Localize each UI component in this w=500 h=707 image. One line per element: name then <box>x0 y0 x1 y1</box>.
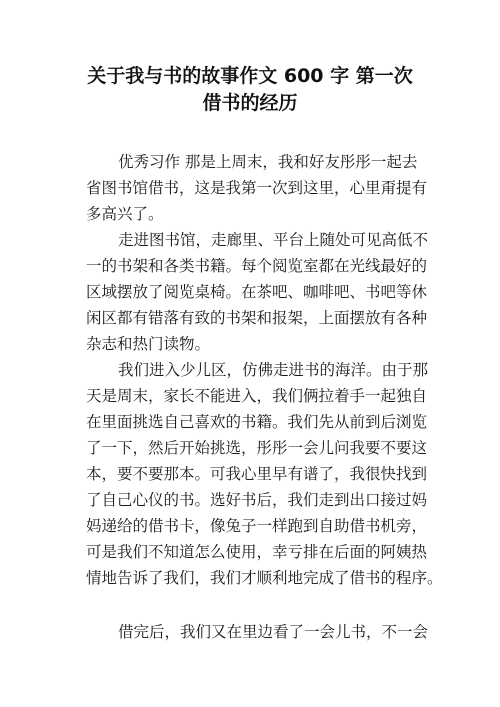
paragraph-1-line-2: 省图书馆借书，这是我第一次到这里，心里甭提有 <box>86 179 428 197</box>
paragraph-3-line-6: 了自己心仪的书。选好书后，我们走到出口接过妈 <box>86 491 428 509</box>
paragraph-1-line-3: 多高兴了。 <box>86 205 164 223</box>
paragraph-2-line-4: 闲区都有错落有致的书架和报架，上面摆放有各种 <box>86 309 428 327</box>
document-title-line-2: 借书的经历 <box>202 92 298 114</box>
paragraph-4-line-1: 借完后，我们又在里边看了一会儿书，不一会 <box>118 623 429 641</box>
paragraph-3-line-4: 了一下，然后开始挑选，彤彤一会儿问我要不要这 <box>86 439 428 457</box>
paragraph-3-line-7: 妈递给的借书卡，像兔子一样跑到自助借书机旁， <box>86 517 428 535</box>
paragraph-3-line-1: 我们进入少儿区，仿佛走进书的海洋。由于那 <box>118 361 429 379</box>
paragraph-3-line-5: 本，要不要那本。可我心里早有谱了，我很快找到 <box>86 465 428 483</box>
paragraph-3-line-9: 情地告诉了我们，我们才顺利地完成了借书的程序。 <box>86 569 443 587</box>
paragraph-2-line-5: 杂志和热门读物。 <box>86 335 211 353</box>
paragraph-3-line-2: 天是周末，家长不能进入，我们俩拉着手一起独自 <box>86 387 428 405</box>
paragraph-2-line-3: 区域摆放了阅览桌椅。在茶吧、咖啡吧、书吧等休 <box>86 283 428 301</box>
paragraph-1-line-1: 优秀习作 那是上周末，我和好友彤彤一起去 <box>118 153 418 171</box>
paragraph-2-line-1: 走进图书馆，走廊里、平台上随处可见高低不 <box>118 231 429 249</box>
paragraph-2-line-2: 一的书架和各类书籍。每个阅览室都在光线最好的 <box>86 257 428 275</box>
document-title-line-1: 关于我与书的故事作文 600 字 第一次 <box>87 65 413 87</box>
paragraph-3-line-3: 在里面挑选自己喜欢的书籍。我们先从前到后浏览 <box>86 413 428 431</box>
paragraph-3-line-8: 可是我们不知道怎么使用，幸亏排在后面的阿姨热 <box>86 543 428 561</box>
